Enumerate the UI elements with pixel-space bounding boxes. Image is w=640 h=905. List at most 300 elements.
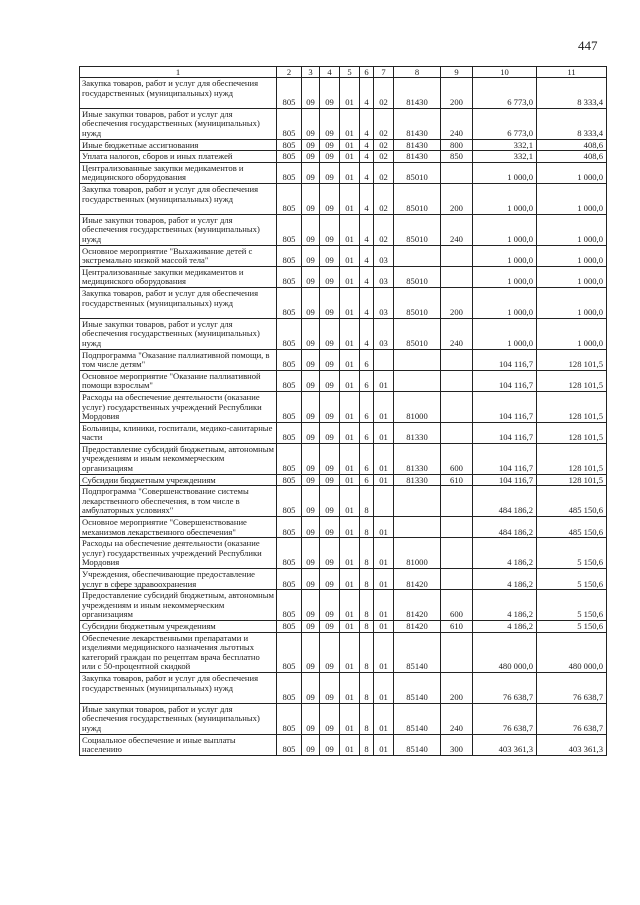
column-header: 5: [340, 67, 360, 78]
amount-year1: 1 000,0: [473, 183, 537, 214]
amount-year2: 8 333,4: [537, 108, 607, 139]
code-p3: 01: [374, 703, 394, 734]
code-pr: 09: [320, 621, 340, 633]
code-p2: 8: [360, 590, 374, 621]
table-row: [80, 734, 607, 755]
code-pr: 09: [320, 391, 340, 422]
row-name: Предоставление субсидий бюджетным, автономным учреждениям и иным некоммерческим организациям: [80, 590, 277, 621]
code-rz: 09: [302, 474, 320, 486]
header-row: [80, 67, 607, 78]
code-p4: 81420: [394, 590, 441, 621]
code-p1: 01: [340, 734, 360, 755]
code-p4: 85140: [394, 673, 441, 704]
code-p1: 01: [340, 349, 360, 370]
table-row: [80, 632, 607, 672]
code-p4: 81430: [394, 108, 441, 139]
code-p1: 01: [340, 517, 360, 538]
amount-year2: 1 000,0: [537, 214, 607, 245]
code-p1: 01: [340, 245, 360, 266]
code-p2: 4: [360, 318, 374, 349]
code-p3: 02: [374, 108, 394, 139]
code-pr: 09: [320, 183, 340, 214]
code-gr: 805: [277, 569, 302, 590]
code-gr: 805: [277, 214, 302, 245]
code-gr: 805: [277, 78, 302, 109]
code-p4: 81330: [394, 443, 441, 474]
code-p4: [394, 486, 441, 517]
code-p4: 81420: [394, 621, 441, 633]
table-row: [80, 486, 607, 517]
code-p1: 01: [340, 214, 360, 245]
code-pr: 09: [320, 318, 340, 349]
amount-year2: 5 150,6: [537, 569, 607, 590]
code-p2: 4: [360, 151, 374, 163]
code-gr: 805: [277, 703, 302, 734]
code-p4: 81330: [394, 474, 441, 486]
code-p1: 01: [340, 391, 360, 422]
code-pr: 09: [320, 151, 340, 163]
code-rz: 09: [302, 621, 320, 633]
table-row: [80, 287, 607, 318]
code-p1: 01: [340, 538, 360, 569]
code-pr: 09: [320, 734, 340, 755]
code-p3: 03: [374, 287, 394, 318]
amount-year1: 4 186,2: [473, 538, 537, 569]
amount-year2: 1 000,0: [537, 245, 607, 266]
code-p1: 01: [340, 703, 360, 734]
row-name: Закупка товаров, работ и услуг для обеспечения государственных (муниципальных) нужд: [80, 78, 277, 109]
amount-year2: 480 000,0: [537, 632, 607, 672]
code-p4: 85010: [394, 287, 441, 318]
amount-year1: 104 116,7: [473, 443, 537, 474]
code-p3: 02: [374, 78, 394, 109]
code-pr: 09: [320, 632, 340, 672]
code-pr: 09: [320, 370, 340, 391]
amount-year2: 1 000,0: [537, 287, 607, 318]
row-name: Субсидии бюджетным учреждениям: [80, 474, 277, 486]
amount-year1: 76 638,7: [473, 703, 537, 734]
code-vr: 200: [441, 673, 473, 704]
column-header: 8: [394, 67, 441, 78]
code-gr: 805: [277, 349, 302, 370]
code-gr: 805: [277, 443, 302, 474]
column-header: 4: [320, 67, 340, 78]
code-p2: 4: [360, 108, 374, 139]
code-rz: 09: [302, 349, 320, 370]
code-rz: 09: [302, 569, 320, 590]
table-row: [80, 443, 607, 474]
code-rz: 09: [302, 266, 320, 287]
row-name: Обеспечение лекарственными препаратами и изделиями медицинского назначения льготных категорий граждан по рецептам врача бесплатно или с 50-процентной скидкой: [80, 632, 277, 672]
row-name: Предоставление субсидий бюджетным, автономным учреждениям и иным некоммерческим организациям: [80, 443, 277, 474]
code-p3: 01: [374, 621, 394, 633]
code-p1: 01: [340, 422, 360, 443]
amount-year2: 128 101,5: [537, 349, 607, 370]
code-rz: 09: [302, 538, 320, 569]
table-row: [80, 139, 607, 151]
amount-year1: 1 000,0: [473, 162, 537, 183]
code-p3: 01: [374, 632, 394, 672]
amount-year2: 76 638,7: [537, 703, 607, 734]
code-p2: 8: [360, 621, 374, 633]
table-row: [80, 183, 607, 214]
code-p3: [374, 349, 394, 370]
code-rz: 09: [302, 108, 320, 139]
amount-year1: 4 186,2: [473, 569, 537, 590]
code-gr: 805: [277, 162, 302, 183]
code-p4: 81330: [394, 422, 441, 443]
amount-year1: 104 116,7: [473, 391, 537, 422]
code-rz: 09: [302, 78, 320, 109]
code-p3: [374, 486, 394, 517]
amount-year1: 403 361,3: [473, 734, 537, 755]
code-p2: 8: [360, 673, 374, 704]
code-p4: 81000: [394, 391, 441, 422]
code-pr: 09: [320, 474, 340, 486]
row-name: Иные бюджетные ассигнования: [80, 139, 277, 151]
code-p2: 4: [360, 78, 374, 109]
code-vr: 800: [441, 139, 473, 151]
code-vr: [441, 486, 473, 517]
row-name: Закупка товаров, работ и услуг для обеспечения государственных (муниципальных) нужд: [80, 183, 277, 214]
code-vr: [441, 370, 473, 391]
code-p4: 85140: [394, 734, 441, 755]
table-row: [80, 422, 607, 443]
budget-table: [79, 66, 607, 756]
amount-year1: 484 186,2: [473, 486, 537, 517]
code-p4: 85140: [394, 632, 441, 672]
amount-year1: 1 000,0: [473, 214, 537, 245]
code-p1: 01: [340, 139, 360, 151]
code-vr: 600: [441, 590, 473, 621]
code-pr: 09: [320, 590, 340, 621]
code-p2: 8: [360, 632, 374, 672]
code-pr: 09: [320, 349, 340, 370]
code-p3: 02: [374, 151, 394, 163]
code-p3: 01: [374, 538, 394, 569]
code-vr: [441, 162, 473, 183]
amount-year2: 403 361,3: [537, 734, 607, 755]
code-rz: 09: [302, 318, 320, 349]
code-vr: 300: [441, 734, 473, 755]
code-rz: 09: [302, 370, 320, 391]
amount-year2: 408,6: [537, 139, 607, 151]
code-pr: 09: [320, 673, 340, 704]
amount-year2: 408,6: [537, 151, 607, 163]
code-gr: 805: [277, 266, 302, 287]
code-p4: 85140: [394, 703, 441, 734]
code-rz: 09: [302, 391, 320, 422]
code-rz: 09: [302, 139, 320, 151]
code-vr: [441, 245, 473, 266]
code-p3: 01: [374, 734, 394, 755]
code-rz: 09: [302, 703, 320, 734]
row-name: Централизованные закупки медикаментов и медицинского оборудования: [80, 266, 277, 287]
table-row: [80, 590, 607, 621]
code-rz: 09: [302, 632, 320, 672]
code-gr: 805: [277, 538, 302, 569]
code-pr: 09: [320, 538, 340, 569]
amount-year1: 332,1: [473, 151, 537, 163]
code-rz: 09: [302, 422, 320, 443]
code-p2: 8: [360, 569, 374, 590]
code-p2: 6: [360, 349, 374, 370]
row-name: Централизованные закупки медикаментов и медицинского оборудования: [80, 162, 277, 183]
amount-year2: 1 000,0: [537, 318, 607, 349]
code-rz: 09: [302, 734, 320, 755]
code-rz: 09: [302, 214, 320, 245]
code-p4: 81000: [394, 538, 441, 569]
code-p1: 01: [340, 78, 360, 109]
amount-year2: 128 101,5: [537, 391, 607, 422]
row-name: Закупка товаров, работ и услуг для обеспечения государственных (муниципальных) нужд: [80, 287, 277, 318]
row-name: Иные закупки товаров, работ и услуг для обеспечения государственных (муниципальных) нужд: [80, 108, 277, 139]
table-row: [80, 349, 607, 370]
code-vr: [441, 349, 473, 370]
code-vr: 610: [441, 621, 473, 633]
amount-year1: 1 000,0: [473, 287, 537, 318]
amount-year1: 104 116,7: [473, 349, 537, 370]
code-gr: 805: [277, 370, 302, 391]
code-p2: 4: [360, 162, 374, 183]
code-vr: 850: [441, 151, 473, 163]
code-p3: 01: [374, 569, 394, 590]
amount-year1: 4 186,2: [473, 621, 537, 633]
code-vr: [441, 266, 473, 287]
amount-year2: 128 101,5: [537, 370, 607, 391]
code-pr: 09: [320, 486, 340, 517]
code-rz: 09: [302, 151, 320, 163]
amount-year1: 480 000,0: [473, 632, 537, 672]
code-p2: 6: [360, 422, 374, 443]
page-number: 447: [578, 38, 598, 53]
code-p3: 03: [374, 266, 394, 287]
code-gr: 805: [277, 486, 302, 517]
code-pr: 09: [320, 162, 340, 183]
table-row: [80, 391, 607, 422]
code-p4: 85010: [394, 162, 441, 183]
row-name: Иные закупки товаров, работ и услуг для обеспечения государственных (муниципальных) нужд: [80, 703, 277, 734]
code-p4: 85010: [394, 318, 441, 349]
code-p3: 01: [374, 443, 394, 474]
code-pr: 09: [320, 287, 340, 318]
code-pr: 09: [320, 569, 340, 590]
row-name: Иные закупки товаров, работ и услуг для обеспечения государственных (муниципальных) нужд: [80, 318, 277, 349]
row-name: Расходы на обеспечение деятельности (оказание услуг) государственных учреждений Республики Мордовия: [80, 391, 277, 422]
code-p2: 4: [360, 266, 374, 287]
row-name: Иные закупки товаров, работ и услуг для обеспечения государственных (муниципальных) нужд: [80, 214, 277, 245]
code-p1: 01: [340, 621, 360, 633]
code-vr: [441, 632, 473, 672]
code-p4: 81430: [394, 151, 441, 163]
amount-year2: 1 000,0: [537, 183, 607, 214]
amount-year1: 1 000,0: [473, 266, 537, 287]
amount-year2: 1 000,0: [537, 266, 607, 287]
row-name: Основное мероприятие "Оказание паллиативной помощи взрослым": [80, 370, 277, 391]
code-p1: 01: [340, 474, 360, 486]
amount-year2: 485 150,6: [537, 486, 607, 517]
column-header: 6: [360, 67, 374, 78]
code-rz: 09: [302, 673, 320, 704]
code-rz: 09: [302, 443, 320, 474]
code-p3: 01: [374, 474, 394, 486]
code-gr: 805: [277, 183, 302, 214]
amount-year2: 5 150,6: [537, 538, 607, 569]
code-vr: 240: [441, 214, 473, 245]
amount-year1: 1 000,0: [473, 245, 537, 266]
code-p1: 01: [340, 162, 360, 183]
code-gr: 805: [277, 422, 302, 443]
code-gr: 805: [277, 318, 302, 349]
code-rz: 09: [302, 590, 320, 621]
code-p4: 85010: [394, 183, 441, 214]
code-p2: 8: [360, 517, 374, 538]
table-row: [80, 78, 607, 109]
code-rz: 09: [302, 245, 320, 266]
code-p3: 01: [374, 370, 394, 391]
code-gr: 805: [277, 517, 302, 538]
amount-year1: 104 116,7: [473, 422, 537, 443]
row-name: Основное мероприятие "Выхаживание детей с экстремально низкой массой тела": [80, 245, 277, 266]
code-gr: 805: [277, 108, 302, 139]
code-gr: 805: [277, 139, 302, 151]
table-row: [80, 318, 607, 349]
row-name: Подпрограмма "Совершенствование системы лекарственного обеспечения, в том числе в амбулаторных условиях": [80, 486, 277, 517]
table-row: [80, 162, 607, 183]
row-name: Уплата налогов, сборов и иных платежей: [80, 151, 277, 163]
code-p2: 4: [360, 183, 374, 214]
code-vr: 610: [441, 474, 473, 486]
code-rz: 09: [302, 183, 320, 214]
code-p3: 03: [374, 245, 394, 266]
code-pr: 09: [320, 443, 340, 474]
code-p1: 01: [340, 370, 360, 391]
code-p2: 8: [360, 734, 374, 755]
amount-year1: 104 116,7: [473, 370, 537, 391]
code-rz: 09: [302, 287, 320, 318]
code-p1: 01: [340, 183, 360, 214]
column-header: 10: [473, 67, 537, 78]
code-p3: 01: [374, 517, 394, 538]
code-gr: 805: [277, 245, 302, 266]
code-rz: 09: [302, 517, 320, 538]
table-row: [80, 517, 607, 538]
code-vr: 600: [441, 443, 473, 474]
amount-year1: 332,1: [473, 139, 537, 151]
code-p2: 8: [360, 703, 374, 734]
table-row: [80, 108, 607, 139]
code-pr: 09: [320, 108, 340, 139]
code-p2: 8: [360, 538, 374, 569]
row-name: Социальное обеспечение и иные выплаты населению: [80, 734, 277, 755]
amount-year2: 485 150,6: [537, 517, 607, 538]
code-p1: 01: [340, 632, 360, 672]
code-p2: 4: [360, 139, 374, 151]
code-p2: 8: [360, 486, 374, 517]
code-gr: 805: [277, 287, 302, 318]
code-p4: 85010: [394, 266, 441, 287]
amount-year2: 76 638,7: [537, 673, 607, 704]
code-p4: 81430: [394, 78, 441, 109]
table-row: [80, 621, 607, 633]
code-p2: 6: [360, 391, 374, 422]
column-header: 11: [537, 67, 607, 78]
code-vr: [441, 538, 473, 569]
amount-year1: 6 773,0: [473, 78, 537, 109]
code-pr: 09: [320, 214, 340, 245]
amount-year2: 1 000,0: [537, 162, 607, 183]
code-pr: 09: [320, 78, 340, 109]
code-p1: 01: [340, 266, 360, 287]
code-pr: 09: [320, 517, 340, 538]
column-header: 3: [302, 67, 320, 78]
code-pr: 09: [320, 139, 340, 151]
row-name: Субсидии бюджетным учреждениям: [80, 621, 277, 633]
code-p1: 01: [340, 287, 360, 318]
code-gr: 805: [277, 621, 302, 633]
code-vr: 240: [441, 318, 473, 349]
code-p2: 6: [360, 370, 374, 391]
code-p2: 4: [360, 287, 374, 318]
code-p1: 01: [340, 486, 360, 517]
row-name: Подпрограмма "Оказание паллиативной помощи, в том числе детям": [80, 349, 277, 370]
code-vr: [441, 569, 473, 590]
amount-year1: 6 773,0: [473, 108, 537, 139]
amount-year2: 5 150,6: [537, 621, 607, 633]
code-p4: [394, 370, 441, 391]
amount-year1: 104 116,7: [473, 474, 537, 486]
code-pr: 09: [320, 245, 340, 266]
code-vr: [441, 422, 473, 443]
code-vr: 240: [441, 108, 473, 139]
table-row: [80, 151, 607, 163]
code-gr: 805: [277, 151, 302, 163]
code-p4: [394, 517, 441, 538]
column-header: 7: [374, 67, 394, 78]
code-pr: 09: [320, 703, 340, 734]
table-row: [80, 703, 607, 734]
row-name: Больницы, клиники, госпитали, медико-санитарные части: [80, 422, 277, 443]
code-p3: 02: [374, 183, 394, 214]
code-p2: 4: [360, 214, 374, 245]
row-name: Учреждения, обеспечивающие предоставление услуг в сфере здравоохранения: [80, 569, 277, 590]
code-p3: 01: [374, 391, 394, 422]
table-row: [80, 266, 607, 287]
column-header: 9: [441, 67, 473, 78]
amount-year1: 484 186,2: [473, 517, 537, 538]
amount-year2: 5 150,6: [537, 590, 607, 621]
code-p2: 4: [360, 245, 374, 266]
code-pr: 09: [320, 422, 340, 443]
code-rz: 09: [302, 486, 320, 517]
code-rz: 09: [302, 162, 320, 183]
code-p4: 81420: [394, 569, 441, 590]
amount-year2: 128 101,5: [537, 422, 607, 443]
table-body: [80, 78, 607, 756]
code-p1: 01: [340, 590, 360, 621]
code-p4: 81430: [394, 139, 441, 151]
amount-year2: 8 333,4: [537, 78, 607, 109]
code-vr: 200: [441, 78, 473, 109]
code-p1: 01: [340, 443, 360, 474]
code-p1: 01: [340, 569, 360, 590]
amount-year1: 1 000,0: [473, 318, 537, 349]
code-p3: 02: [374, 214, 394, 245]
code-gr: 805: [277, 734, 302, 755]
code-vr: 240: [441, 703, 473, 734]
code-gr: 805: [277, 632, 302, 672]
code-pr: 09: [320, 266, 340, 287]
